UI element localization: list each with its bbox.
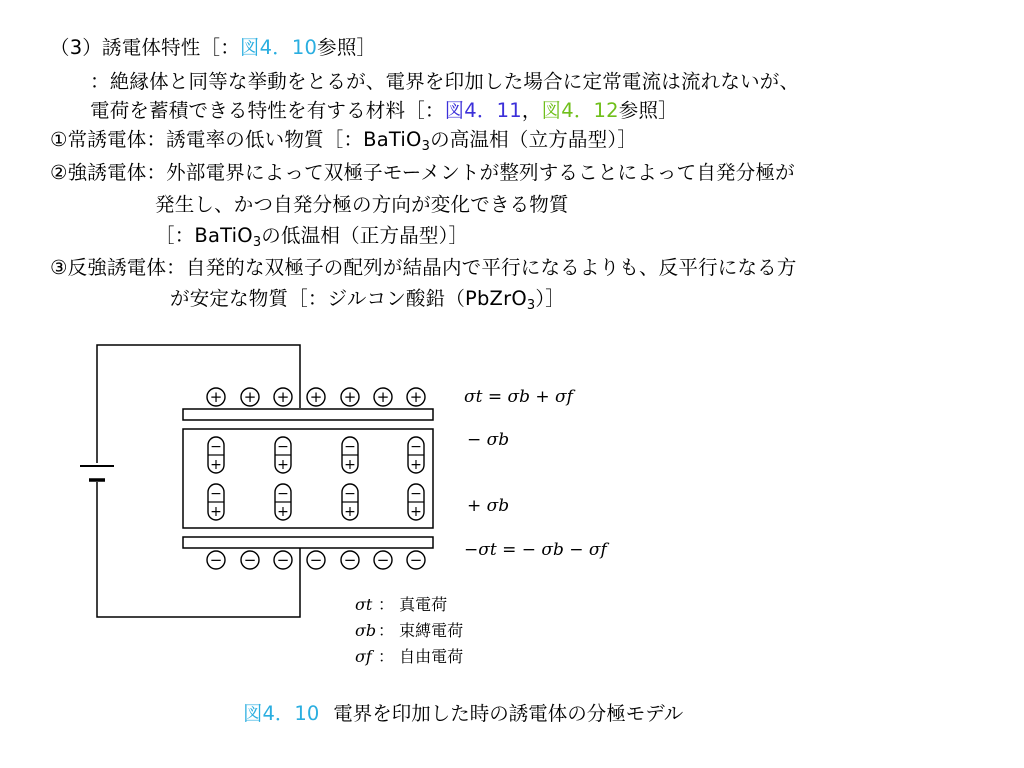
bottom-free-charges (207, 551, 425, 569)
ferroelectric-example: ［：BaTiO$_3$の低温相（正方晶型）］ (155, 224, 469, 250)
dipole-icon (275, 484, 291, 520)
svg-text:−: − (309, 551, 323, 569)
negative-charge-icon (207, 551, 225, 569)
positive-charge-icon (407, 388, 425, 406)
svg-text:−: − (376, 551, 390, 569)
dipole-icon (342, 484, 358, 520)
svg-text:+: + (243, 388, 257, 406)
figure-caption-text: 電界を印加した時の誘電体の分極モデル (333, 702, 684, 725)
svg-text:−: − (210, 486, 222, 502)
description-line-2: 電荷を蓄積できる特性を有する材料［：図4．11，図4．12参照］ (90, 99, 678, 122)
positive-charge-icon (341, 388, 359, 406)
figure-caption (243, 702, 683, 726)
dipole-icon (275, 437, 291, 473)
svg-text:+: + (410, 457, 422, 473)
svg-text:+: + (210, 504, 222, 520)
negative-total-charge-label: −σt = − σb − σf (464, 540, 607, 560)
figure-reference-link[interactable]: 図4．12 (541, 99, 619, 122)
svg-text:+: + (277, 504, 289, 520)
svg-text:−: − (344, 439, 356, 455)
svg-text:+: + (277, 457, 289, 473)
svg-text:−: − (277, 486, 289, 502)
battery-icon (80, 466, 114, 480)
positive-charge-icon (241, 388, 259, 406)
svg-text:−: − (343, 551, 357, 569)
legend-entry (355, 621, 463, 640)
total-charge-label: σt = σb + σf (464, 387, 573, 407)
svg-text:−: − (277, 439, 289, 455)
svg-text:−: − (276, 551, 290, 569)
negative-charge-icon (341, 551, 359, 569)
dipole-icon (408, 484, 424, 520)
positive-charge-icon (207, 388, 225, 406)
svg-text:−: − (410, 439, 422, 455)
svg-text:σb: σb (355, 621, 377, 640)
figure-reference-link[interactable]: 図4．11 (444, 99, 522, 122)
svg-text:+: + (344, 504, 356, 520)
antiferroelectric-item: ③反強誘電体：自発的な双極子の配列が結晶内で平行になるよりも、反平行になる方 (50, 256, 797, 279)
negative-charge-icon (307, 551, 325, 569)
svg-text:−: − (210, 439, 222, 455)
svg-text:+: + (409, 388, 423, 406)
svg-text:+: + (209, 388, 223, 406)
svg-text:： 自由電荷: ： 自由電荷 (378, 647, 464, 666)
figure-legend (355, 595, 463, 666)
ferroelectric-item-cont: 発生し、かつ自発分極の方向が変化できる物質 (155, 193, 569, 216)
ferroelectric-item: ②強誘電体：外部電界によって双極子モーメントが整列することによって自発分極が (50, 161, 795, 184)
svg-text:−: − (344, 486, 356, 502)
lower-bound-charge-label: + σb (467, 496, 510, 516)
svg-text:+: + (276, 388, 290, 406)
svg-text:−: − (209, 551, 223, 569)
dipole-icon (408, 437, 424, 473)
negative-charge-icon (374, 551, 392, 569)
svg-text:−: − (410, 486, 422, 502)
section-heading: （3）誘電体特性［：図4．10参照］ (50, 36, 377, 59)
dipole-icon (342, 437, 358, 473)
bottom-electrode-plate (183, 537, 433, 548)
top-electrode-plate (183, 409, 433, 420)
svg-text:+: + (343, 388, 357, 406)
figure-number: 図4．10 (243, 702, 320, 725)
description-line-1: ：絶縁体と同等な挙動をとるが、電界を印加した場合に定常電流は流れないが、 (90, 70, 800, 93)
antiferroelectric-item-cont: が安定な物質［：ジルコン酸鉛（PbZrO$_3$）］ (170, 287, 566, 313)
top-free-charges (207, 388, 425, 406)
legend-entry (355, 595, 447, 614)
svg-text:σt: σt (355, 595, 373, 614)
svg-text:σf: σf (355, 647, 372, 666)
negative-charge-icon (274, 551, 292, 569)
svg-text:−: − (409, 551, 423, 569)
svg-text:： 束縛電荷: ： 束縛電荷 (378, 621, 464, 640)
svg-text:： 真電荷: ： 真電荷 (378, 595, 448, 614)
svg-text:+: + (376, 388, 390, 406)
svg-text:+: + (210, 457, 222, 473)
dipole-icon (208, 437, 224, 473)
positive-charge-icon (374, 388, 392, 406)
positive-charge-icon (274, 388, 292, 406)
negative-charge-icon (241, 551, 259, 569)
svg-text:+: + (309, 388, 323, 406)
negative-charge-icon (407, 551, 425, 569)
dipole-icon (208, 484, 224, 520)
upper-bound-charge-label: − σb (467, 430, 510, 450)
svg-text:+: + (410, 504, 422, 520)
paraelectric-item: ①常誘電体：誘電率の低い物質［：BaTiO$_3$の高温相（立方晶型）］ (50, 128, 638, 154)
positive-charge-icon (307, 388, 325, 406)
svg-text:+: + (344, 457, 356, 473)
figure-reference-link[interactable]: 図4．10 (239, 36, 318, 59)
legend-entry (355, 647, 463, 666)
svg-text:−: − (243, 551, 257, 569)
